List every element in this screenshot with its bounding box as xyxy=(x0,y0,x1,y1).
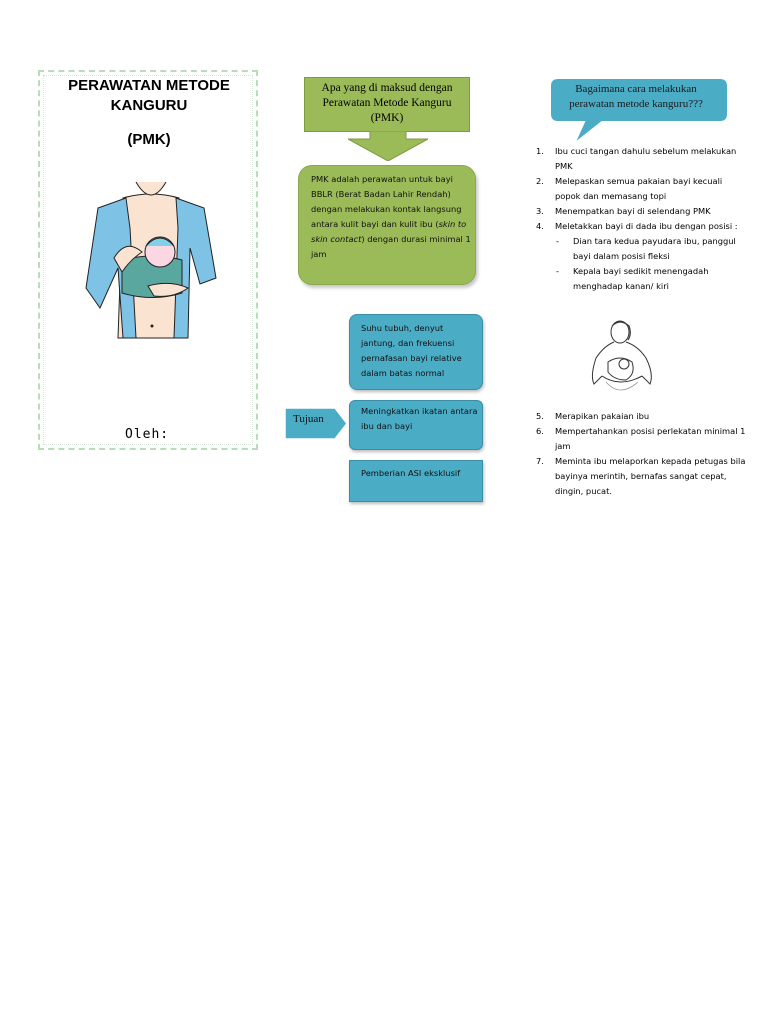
down-arrow-icon xyxy=(348,131,428,161)
definition-text-part2: ) dengan durasi minimal 1 jam xyxy=(311,234,471,259)
step-number: 6. xyxy=(536,426,544,436)
goal-text-3: Pemberian ASI eksklusif xyxy=(361,468,461,478)
mother-baby-illustration xyxy=(78,168,224,348)
sub-steps-list xyxy=(555,234,746,294)
steps-list-first xyxy=(536,144,746,294)
question-text: Apa yang di maksud dengan Perawatan Metode Kanguru (PMK) xyxy=(321,82,453,124)
cover-title xyxy=(60,76,238,116)
step-text: Meletakkan bayi di dada ibu dengan posisi : xyxy=(555,221,738,231)
cover-title-line1: PERAWATAN METODE xyxy=(68,77,230,94)
cover-title-acronym: (PMK) xyxy=(127,131,171,148)
sub-step-item xyxy=(555,234,746,264)
sub-step-dash: - xyxy=(556,236,559,246)
sub-step-text: Kepala bayi sedikit menengadah menghadap kanan/ kiri xyxy=(573,266,709,291)
howto-question: Bagaimana cara melakukan perawatan metode kanguru??? xyxy=(569,83,703,110)
goal-label: Tujuan xyxy=(293,413,324,425)
step-number: 3. xyxy=(536,206,544,216)
step-number: 1. xyxy=(536,146,544,156)
step-item xyxy=(536,409,746,424)
step-item xyxy=(536,204,746,219)
sub-step-item xyxy=(555,264,746,294)
step-text: Mempertahankan posisi perlekatan minimal 1 jam xyxy=(555,426,746,451)
step-number: 2. xyxy=(536,176,544,186)
step-number: 5. xyxy=(536,411,544,421)
definition-text xyxy=(311,172,471,262)
step-text: Meminta ibu melaporkan kepada petugas bila bayinya merintih, bernafas sangat cepat, dingin, pucat. xyxy=(555,456,746,496)
definition-text-part1: PMK adalah perawatan untuk bayi BBLR (Berat Badan Lahir Rendah) dengan melakukan kontak langsung antara kulit bayi dan kulit ibu ( xyxy=(311,174,462,229)
step-item xyxy=(536,454,746,499)
step-text: Melepaskan semua pakaian bayi kecuali popok dan memasang topi xyxy=(555,176,723,201)
step-item xyxy=(536,174,746,204)
cover-title-line2: KANGURU xyxy=(110,97,188,114)
goal-text-1: Suhu tubuh, denyut jantung, dan frekuensi pernafasan bayi relative dalam batas normal xyxy=(361,323,462,378)
steps-list-second xyxy=(536,409,746,499)
sub-step-dash: - xyxy=(556,266,559,276)
author-label: Oleh: xyxy=(125,427,170,442)
step-number: 4. xyxy=(536,221,544,231)
step-item xyxy=(536,424,746,454)
definition-text-italic: skin to skin contact xyxy=(311,219,467,244)
step-text: Menempatkan bayi di selendang PMK xyxy=(555,206,711,216)
step-item xyxy=(536,219,746,294)
step-text: Ibu cuci tangan dahulu sebelum melakukan PMK xyxy=(555,146,737,171)
sub-step-text: Dian tara kedua payudara ibu, panggul bayi dalam posisi fleksi xyxy=(573,236,736,261)
step-item xyxy=(536,144,746,174)
step-number: 7. xyxy=(536,456,544,466)
step-text: Merapikan pakaian ibu xyxy=(555,411,650,421)
goal-text-2: Meningkatkan ikatan antara ibu dan bayi xyxy=(361,406,478,431)
mother-sketch-illustration xyxy=(586,318,658,400)
